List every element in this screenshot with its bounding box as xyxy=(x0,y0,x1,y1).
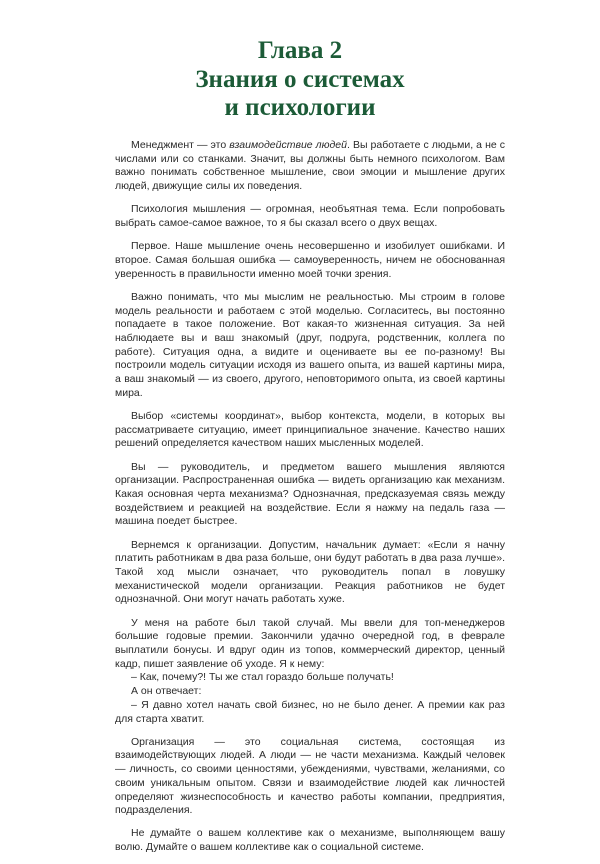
chapter-title-line-1: Знания о системах xyxy=(195,66,405,93)
paragraph-social-system: Организация — это социальная система, состоящая из взаимодействующих людей. А люди — не части механизма. Каждый человек — личность, со своими ценностями, убеждениями, чувствами, желаниями, со своим уникальным опытом. Связи и взаимодействие людей как личностей определяют жизнеспособность и качество работы компании, предприятия, подразделения. xyxy=(115,735,505,817)
emphasized-text: взаимодействие людей xyxy=(229,139,347,151)
dialogue-line-1: – Как, почему?! Ты же стал гораздо больше получать! xyxy=(131,671,394,684)
paragraph-management xyxy=(115,139,505,194)
paragraph-mechanism: Вы — руководитель, и предметом вашего мышления являются организации. Распространенная ошибка — видеть организацию как механизм. Какая основная черта механизма? Однозначная, предсказуемая связь между воздействием и реакцией на воздействие. Если я нажму на педаль газа — машина поедет быстрее. xyxy=(115,460,505,528)
dialogue-line-3: – Я давно хотел начать свой бизнес, но не было денег. А премии как раз для старта хватит. xyxy=(115,698,505,725)
paragraph-work-case: У меня на работе был такой случай. Мы ввели для топ-менеджеров большие годовые премии. Закончили удачно очередной год, в феврале выплатили бонусы. И вдруг один из топов, коммерческий директор, ценный кадр, пишет заявление об уходе. Я к нему: xyxy=(115,616,505,670)
paragraph-psychology: Психология мышления — огромная, необъятная тема. Если попробовать выбрать самое-самое важное, то я бы сказал всего о двух вещах. xyxy=(115,203,505,230)
dialogue-line-2: А он отвечает: xyxy=(131,685,202,698)
paragraph-text: Менеджмент — это xyxy=(131,139,230,151)
paragraph-first-second: Первое. Наше мышление очень несовершенно и изобилует ошибками. И второе. Самая большая ошибка — самоуверенность, ничем не обоснованная уверенность в правильности именно моей точки зрения. xyxy=(115,240,505,280)
paragraph-organization-example: Вернемся к организации. Допустим, начальник думает: «Если я начну платить работникам в два раза больше, они будут работать в два раза лучше». Такой ход мысли означает, что руководитель попал в ловушку механистической модели организации. Реакция работников не будет однозначной. Они могут начать работать хуже. xyxy=(115,538,506,606)
paragraph-coordinate-system: Выбор «системы координат», выбор контекста, модели, в которых вы рассматриваете ситуацию, имеет принципиальное значение. Качество наших решений определяется качеством наших мысленных моделей. xyxy=(115,409,505,450)
paragraph-model-of-reality: Важно понимать, что мы мыслим не реальностью. Мы строим в голове модель реальности и работаем с этой моделью. Согласитесь, вы постоянно попадаете в такое положение. Вот какая-то жизненная ситуация. За ней наблюдаете вы и ваш знакомый (друг, подруга, родственник, коллега по работе). Ситуация одна, а видите и оцениваете вы ее по-разному! Вы построили модель ситуации исходя из вашего опыта, из вашей картины мира, а ваш знакомый — из своего, другого, неповторимого опыта, из своей картины мира. xyxy=(115,290,505,399)
paragraph-conclusion: Не думайте о вашем коллективе как о механизме, выполняющем вашу волю. Думайте о вашем коллективе как о социальной системе. xyxy=(115,827,505,854)
chapter-number: Глава 2 xyxy=(257,37,343,64)
paragraph-text: . Вы работаете с людьми, а не с числами или со станками. Значит, вы должны быть немного психологом. Вам важно понимать собственное мышление, свои эмоции и мышление других людей, движущие силы их поведения. xyxy=(115,139,506,193)
chapter-title xyxy=(0,66,600,122)
chapter-title-line-2: и психологии xyxy=(224,94,376,121)
chapter-body xyxy=(115,139,505,864)
